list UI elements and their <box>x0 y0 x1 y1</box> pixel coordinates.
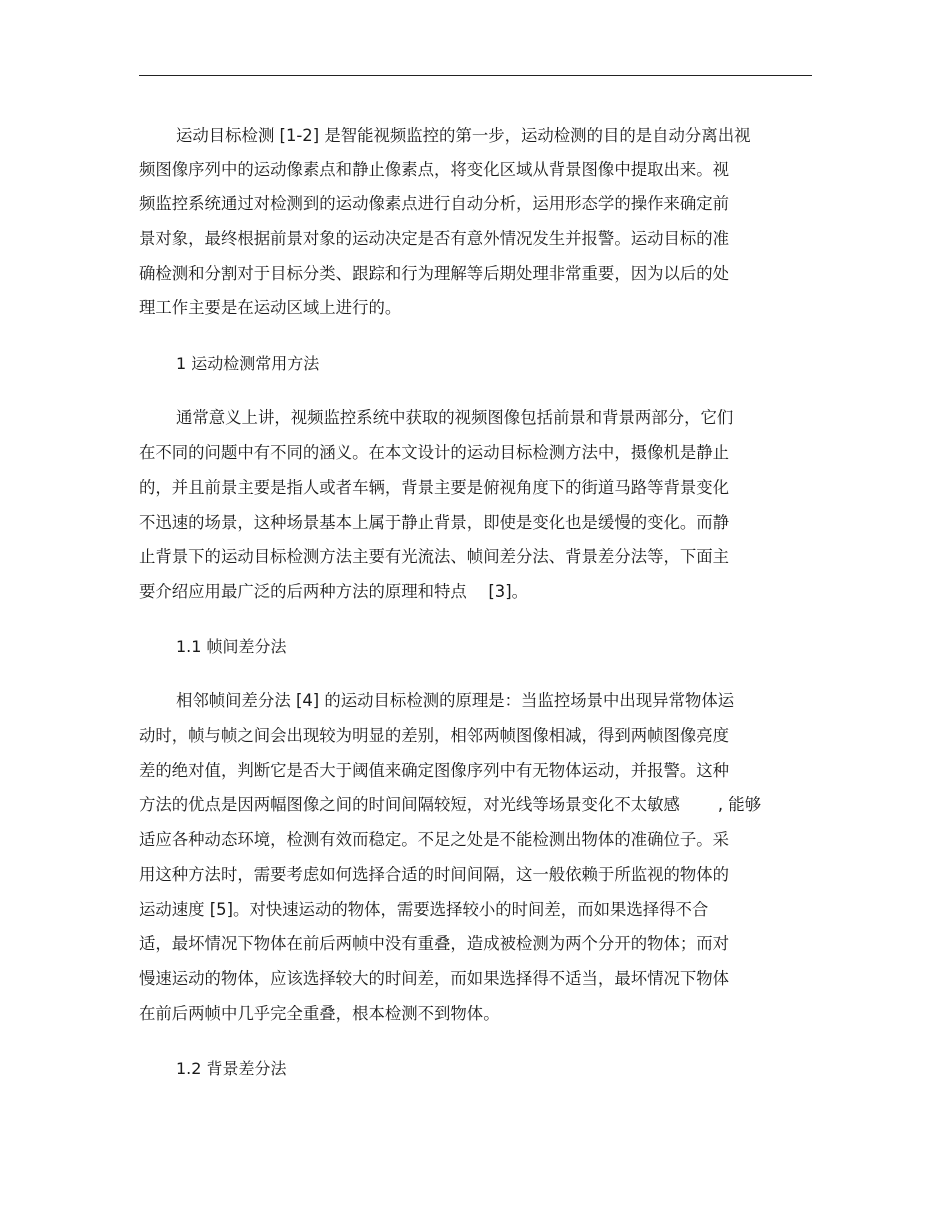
paragraph-2-line-5: 止背景下的运动目标检测方法主要有光流法、帧间差分法、背景差分法等，下面主 <box>139 547 730 566</box>
paragraph-3-line-10: 在前后两帧中几乎完全重叠，根本检测不到物体。 <box>139 1004 500 1023</box>
header-rule <box>139 75 812 76</box>
paragraph-1-line-2: 频图像序列中的运动像素点和静止像素点，将变化区域从背景图像中提取出来。视 <box>139 160 730 179</box>
section-heading-1-2: 1.2 背景差分法 <box>176 1059 287 1078</box>
paragraph-3-line-7: 运动速度 [5]。对快速运动的物体，需要选择较小的时间差，而如果选择得不合 <box>139 900 709 919</box>
paragraph-3-line-9: 慢速运动的物体，应该选择较大的时间差，而如果选择得不适当，最坏情况下物体 <box>139 969 730 988</box>
paragraph-1-line-4: 景对象，最终根据前景对象的运动决定是否有意外情况发生并报警。运动目标的准 <box>139 229 730 248</box>
paragraph-3-line-5: 适应各种动态环境，检测有效而稳定。不足之处是不能检测出物体的准确位子。采 <box>139 830 730 849</box>
section-heading-1-1: 1.1 帧间差分法 <box>176 637 287 656</box>
paragraph-2-line-6: 要介绍应用最广泛的后两种方法的原理和特点 [3]。 <box>139 582 529 601</box>
paragraph-1-line-5: 确检测和分割对于目标分类、跟踪和行为理解等后期处理非常重要，因为以后的处 <box>139 264 730 283</box>
paragraph-2-line-3: 的，并且前景主要是指人或者车辆，背景主要是俯视角度下的街道马路等背景变化 <box>139 478 730 497</box>
paragraph-2-line-4: 不迅速的场景，这种场景基本上属于静止背景，即使是变化也是缓慢的变化。而静 <box>139 513 730 532</box>
paragraph-3-line-8: 适，最坏情况下物体在前后两帧中没有重叠，造成被检测为两个分开的物体；而对 <box>139 934 730 953</box>
paragraph-2-line-1: 通常意义上讲，视频监控系统中获取的视频图像包括前景和背景两部分，它们 <box>176 408 734 427</box>
paragraph-3-line-3: 差的绝对值，判断它是否大于阈值来确定图像序列中有无物体运动，并报警。这种 <box>139 761 730 780</box>
paragraph-3-line-1: 相邻帧间差分法 [4] 的运动目标检测的原理是：当监控场景中出现异常物体运 <box>176 691 735 710</box>
paragraph-3-line-6: 用这种方法时，需要考虑如何选择合适的时间间隔，这一般依赖于所监视的物体的 <box>139 865 730 884</box>
paragraph-1-line-1: 运动目标检测 [1-2] 是智能视频监控的第一步，运动检测的目的是自动分离出视 <box>176 126 751 145</box>
section-heading-1: 1 运动检测常用方法 <box>176 354 320 373</box>
paragraph-1-line-3: 频监控系统通过对检测到的运动像素点进行自动分析，运用形态学的操作来确定前 <box>139 194 730 213</box>
paragraph-2-line-2: 在不同的问题中有不同的涵义。在本文设计的运动目标检测方法中，摄像机是静止 <box>139 443 730 462</box>
paragraph-3-line-2: 动时，帧与帧之间会出现较为明显的差别，相邻两帧图像相减，得到两帧图像亮度 <box>139 726 730 745</box>
paragraph-1-line-6: 理工作主要是在运动区域上进行的。 <box>139 298 402 317</box>
paragraph-3-line-4: 方法的优点是因两幅图像之间的时间间隔较短，对光线等场景变化不太敏感 , 能够 <box>139 795 762 814</box>
